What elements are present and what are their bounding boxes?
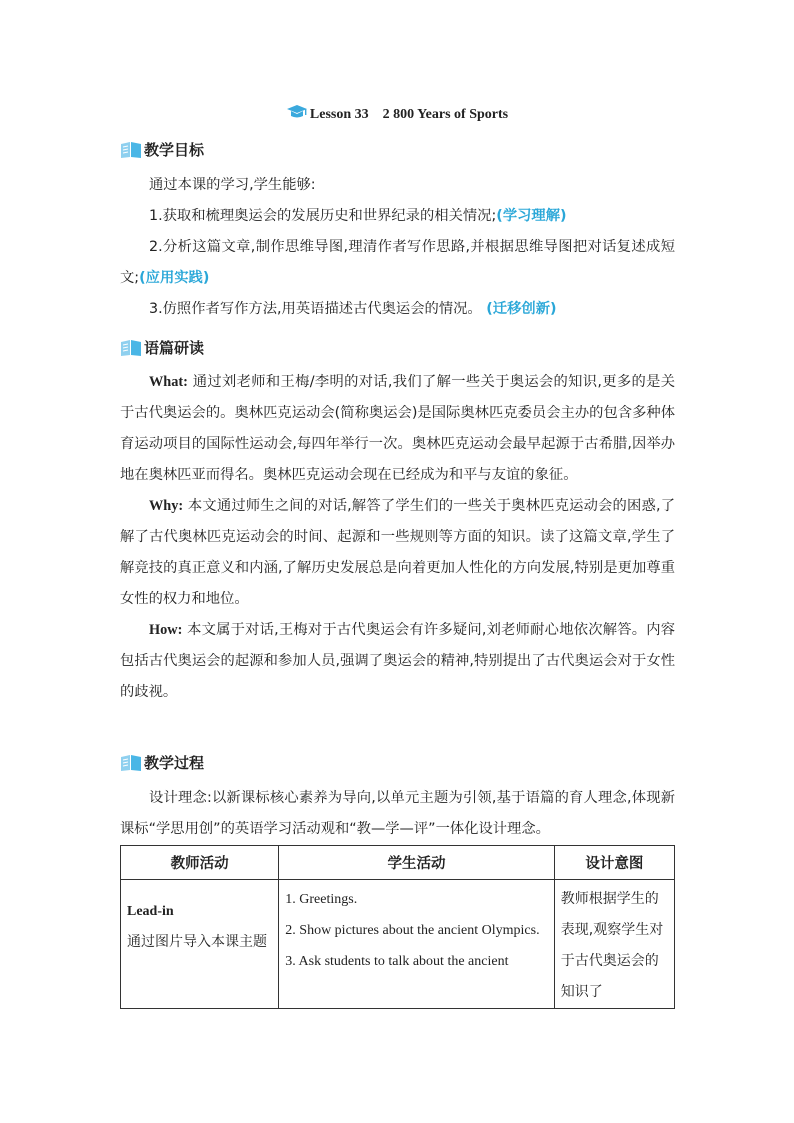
- teaching-process-table: [120, 845, 675, 1009]
- lesson-title: [0, 103, 794, 125]
- table-header: 学生活动: [279, 846, 554, 880]
- book-icon: [120, 339, 142, 357]
- student-activity-cell: [279, 880, 554, 1009]
- table-header-row: [121, 846, 675, 880]
- design-intent-cell: [554, 880, 674, 1009]
- graduation-cap-icon: [286, 104, 308, 125]
- book-icon: [120, 141, 142, 159]
- book-icon: [120, 754, 142, 772]
- process-body: [120, 783, 675, 845]
- section-heading-goals: [120, 139, 204, 160]
- table-header: 设计意图: [554, 846, 674, 880]
- goal-item: 2.分析这篇文章,制作思维导图,理清作者写作思路,并根据思维导图把对话复述成短文;(应用实践): [120, 239, 675, 286]
- teacher-activity-cell: [121, 880, 279, 1009]
- why-paragraph: Why: 本文通过师生之间的对话,解答了学生们的一些关于奥林匹克运动会的困惑,了解了古代奥林匹克运动会的时间、起源和一些规则等方面的知识。读了这篇文章,学生了解竞技的真正意义和内涵,了解历史发展总是向着更加人性化的方向发展,特别是更加尊重女性的权力和地位。: [120, 498, 675, 607]
- lesson-title-text: Lesson 33 2 800 Years of Sports: [309, 107, 509, 122]
- goals-body: [120, 170, 675, 325]
- how-paragraph: How: 本文属于对话,王梅对于古代奥运会有许多疑问,刘老师耐心地依次解答。内容包括古代奥运会的起源和参加人员,强调了奥运会的精神,特别提出了古代奥运会对于女性的歧视。: [120, 622, 676, 700]
- what-paragraph: What: 通过刘老师和王梅/李明的对话,我们了解一些关于奥运会的知识,更多的是关于古代奥运会的。奥林匹克运动会(简称奥运会)是国际奥林匹克委员会主办的包含多种体育运动项目的国际性运动会,每四年举行一次。奥林匹克运动会最早起源于古希腊,因举办地在奥林匹亚而得名。奥林匹克运动会现在已经成为和平与友谊的象征。: [120, 374, 676, 483]
- student-activity-line: 3. Ask students to talk about the ancient: [285, 954, 509, 969]
- section-heading-reading: [120, 337, 204, 358]
- section-title: 语篇研读: [144, 339, 205, 357]
- reading-body: [120, 367, 675, 708]
- section-title: 教学过程: [144, 754, 205, 772]
- goal-item: 1.获取和梳理奥运会的发展历史和世界纪录的相关情况;(学习理解): [149, 208, 567, 224]
- activity-text: 通过图片导入本课主题: [127, 934, 267, 950]
- student-activity-line: 2. Show pictures about the ancient Olympics.: [285, 923, 540, 938]
- student-activity-line: 1. Greetings.: [285, 892, 358, 907]
- section-heading-process: [120, 752, 204, 773]
- table-row: [121, 880, 675, 1009]
- goals-intro: 通过本课的学习,学生能够:: [149, 177, 316, 193]
- design-concept: 设计理念:以新课标核心素养为导向,以单元主题为引领,基于语篇的育人理念,体现新课标“学思用创”的英语学习活动观和“教—学—评”一体化设计理念。: [120, 790, 675, 837]
- design-intent-text: 教师根据学生的表现,观察学生对于古代奥运会的知识了: [560, 891, 664, 1000]
- activity-title: Lead-in: [127, 904, 174, 919]
- section-title: 教学目标: [144, 141, 205, 159]
- table-header: 教师活动: [121, 846, 279, 880]
- goal-item: 3.仿照作者写作方法,用英语描述古代奥运会的情况。 (迁移创新): [149, 301, 557, 317]
